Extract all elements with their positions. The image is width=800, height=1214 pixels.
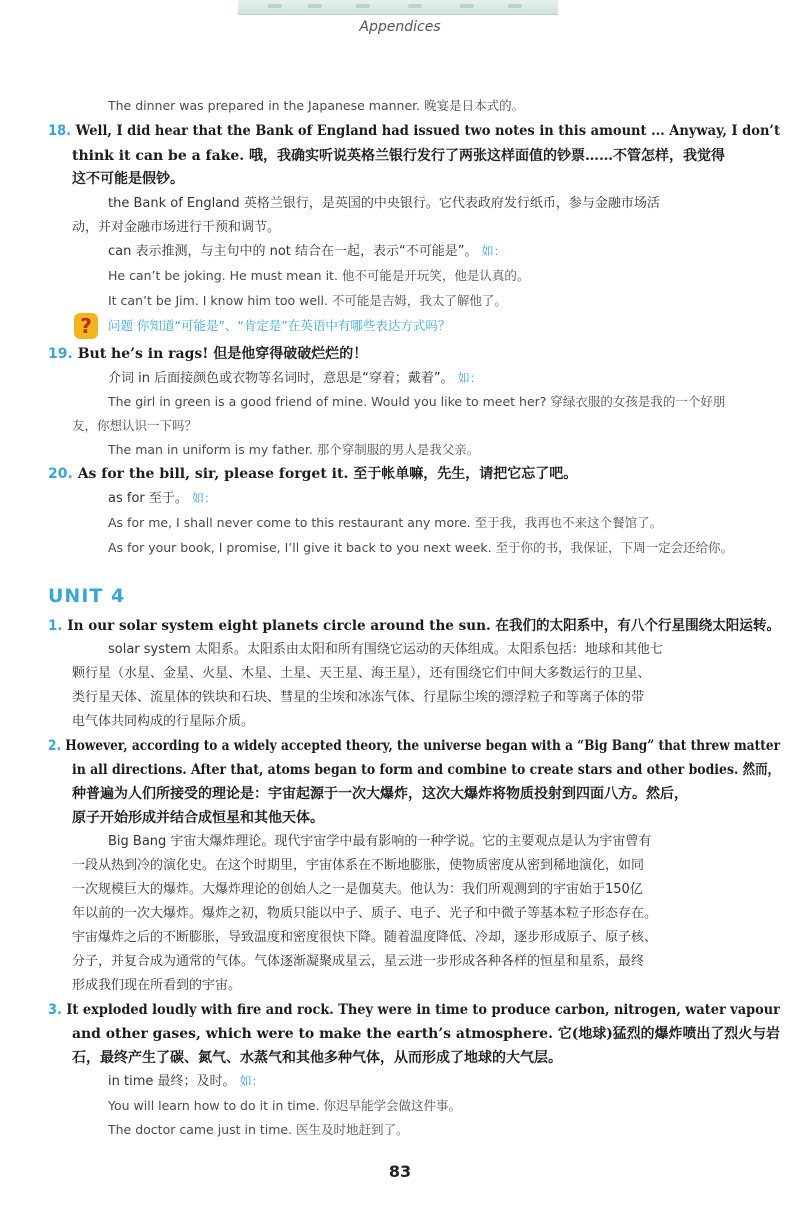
item-number: 3.	[48, 1002, 62, 1018]
note-line: 宇宙爆炸之后的不断膨胀，导致温度和密度很快下降。随着温度降低、冷却，逐步形成原子、原子核、	[72, 930, 658, 945]
example: The doctor came just in time. 医生及时地赶到了。	[108, 1122, 409, 1137]
item-20	[48, 467, 577, 481]
item-sentence-line: 种普遍为人们所接受的理论是：宇宙起源于一次大爆炸，这次大爆炸将物质投射到四面八方。然后，	[72, 786, 688, 802]
item-sentence-line: think it can be a fake. 哦，我确实听说英格兰银行发行了两张这样面值的钞票……不管怎样，我觉得	[72, 148, 725, 164]
item-sentence: But he’s in rags! 但是他穿得破破烂烂的！	[77, 346, 368, 362]
running-head: Appendices	[359, 19, 441, 35]
item-18	[48, 124, 780, 138]
example-marker: 如：	[192, 491, 217, 505]
question-prompt: 问题 你知道“可能是”、“肯定是”在英语中有哪些表达方式吗？	[108, 318, 451, 333]
note-in	[108, 372, 482, 385]
item-sentence: It exploded loudly with fire and rock. They were in time to produce carbon, nitrogen, water vapour	[66, 1002, 781, 1018]
item-sentence: Well, I did hear that the Bank of England had issued two notes in this amount ... Anyway, I don’t	[75, 123, 781, 139]
item-sentence: In our solar system eight planets circle around the sun. 在我们的太阳系中，有八个行星围绕太阳运转。	[67, 618, 781, 634]
example: It can’t be Jim. I know him too well. 不可能是吉姆，我太了解他了。	[108, 293, 507, 308]
header-decoration	[238, 0, 558, 15]
note-line: 动，并对金融市场进行干预和调节。	[72, 220, 281, 235]
item-sentence-line: and other gases, which were to make the earth’s atmosphere. 它(地球)猛烈的爆炸喷出了烈火与岩	[72, 1026, 780, 1042]
question-icon: ?	[74, 313, 98, 339]
note-line: 一段从热到冷的演化史。在这个时期里，宇宙体系在不断地膨胀，使物质密度从密到稀地演化，如同	[72, 858, 645, 873]
note-text: in time 最终；及时。	[108, 1074, 236, 1089]
item-number: 19.	[48, 346, 73, 362]
example-marker: 如：	[239, 1074, 264, 1088]
note-line: 类行星天体、流星体的铁块和石块、彗星的尘埃和冰冻气体、行星际尘埃的漂浮粒子和等离子体的带	[72, 690, 645, 705]
note-line: 年以前的一次大爆炸。爆炸之初，物质只能以中子、质子、电子、光子和中微子等基本粒子形态存在。	[72, 906, 658, 921]
note-text: 介词 in 后面接颜色或衣物等名词时，意思是“穿着；戴着”。	[108, 371, 454, 386]
item-number: 1.	[48, 618, 63, 634]
note-as-for	[108, 492, 216, 505]
note-can	[108, 245, 506, 258]
note-line: solar system 太阳系。太阳系由太阳和所有围绕它运动的天体组成。太阳系包括：地球和其他七	[108, 642, 663, 657]
note-text: as for 至于。	[108, 491, 188, 506]
item-sentence-line: 原子开始形成并结合成恒星和其他天体。	[72, 810, 324, 826]
item-sentence-line: 石，最终产生了碳、氮气、水蒸气和其他多种气体，从而形成了地球的大气层。	[72, 1050, 562, 1066]
item-sentence-line: in all directions. After that, atoms began to form and combine to create stars and other bodies. 然而，	[72, 762, 780, 778]
example: The girl in green is a good friend of mine. Would you like to meet her? 穿绿衣服的女孩是我的一个好朋	[108, 394, 726, 409]
unit-heading: UNIT 4	[48, 585, 126, 607]
example: As for your book, I promise, I’ll give it back to you next week. 至于你的书，我保证，下周一定会还给你。	[108, 540, 734, 555]
item-19	[48, 347, 367, 361]
note-line: 一次规模巨大的爆炸。大爆炸理论的创始人之一是伽莫夫。他认为：我们所观测到的宇宙始于150亿	[72, 882, 643, 897]
page-number: 83	[388, 1162, 412, 1181]
item-sentence: However, according to a widely accepted theory, the universe began with a “Big Bang” that threw matter	[65, 738, 780, 754]
example-marker: 如：	[481, 244, 506, 258]
example-marker: 如：	[457, 371, 482, 385]
item-number: 2.	[48, 738, 62, 754]
note-line: 分子，并复合成为通常的气体。气体逐渐凝聚成星云，星云进一步形成各种各样的恒星和星系，最终	[72, 954, 645, 969]
example: 友，你想认识一下吗？	[72, 418, 198, 433]
example: As for me, I shall never come to this restaurant any more. 至于我，我再也不来这个餐馆了。	[108, 515, 663, 530]
example: The man in uniform is my father. 那个穿制服的男人是我父亲。	[108, 442, 480, 457]
example: He can’t be joking. He must mean it. 他不可能是开玩笑，他是认真的。	[108, 268, 530, 283]
item-2	[48, 739, 780, 753]
note-line: 形成我们现在所看到的宇宙。	[72, 978, 242, 993]
example: You will learn how to do it in time. 你迟早能学会做这件事。	[108, 1098, 462, 1113]
note-text: can 表示推测，与主句中的 not 结合在一起，表示“不可能是”。	[108, 244, 478, 259]
item-sentence-line: 这不可能是假钞。	[72, 171, 184, 187]
note-line: the Bank of England 英格兰银行，是英国的中央银行。它代表政府发行纸币，参与金融市场活	[108, 196, 660, 211]
item-number: 18.	[48, 123, 72, 139]
note-in-time	[108, 1075, 264, 1088]
note-line: Big Bang 宇宙大爆炸理论。现代宇宙学中最有影响的一种学说。它的主要观点是认为宇宙曾有	[108, 834, 652, 849]
note-line: 电气体共同构成的行星际介质。	[72, 714, 255, 729]
item-sentence: As for the bill, sir, please forget it. 至于帐单嘛，先生，请把它忘了吧。	[77, 466, 578, 482]
note-line: 颗行星（水星、金星、火星、木星、土星、天王星、海王星），还有围绕它们中间大多数运行的卫星、	[72, 666, 651, 681]
item-3	[48, 1003, 780, 1017]
item-number: 20.	[48, 466, 73, 482]
example-dinner: The dinner was prepared in the Japanese manner. 晚宴是日本式的。	[108, 98, 525, 113]
item-1	[48, 619, 780, 633]
